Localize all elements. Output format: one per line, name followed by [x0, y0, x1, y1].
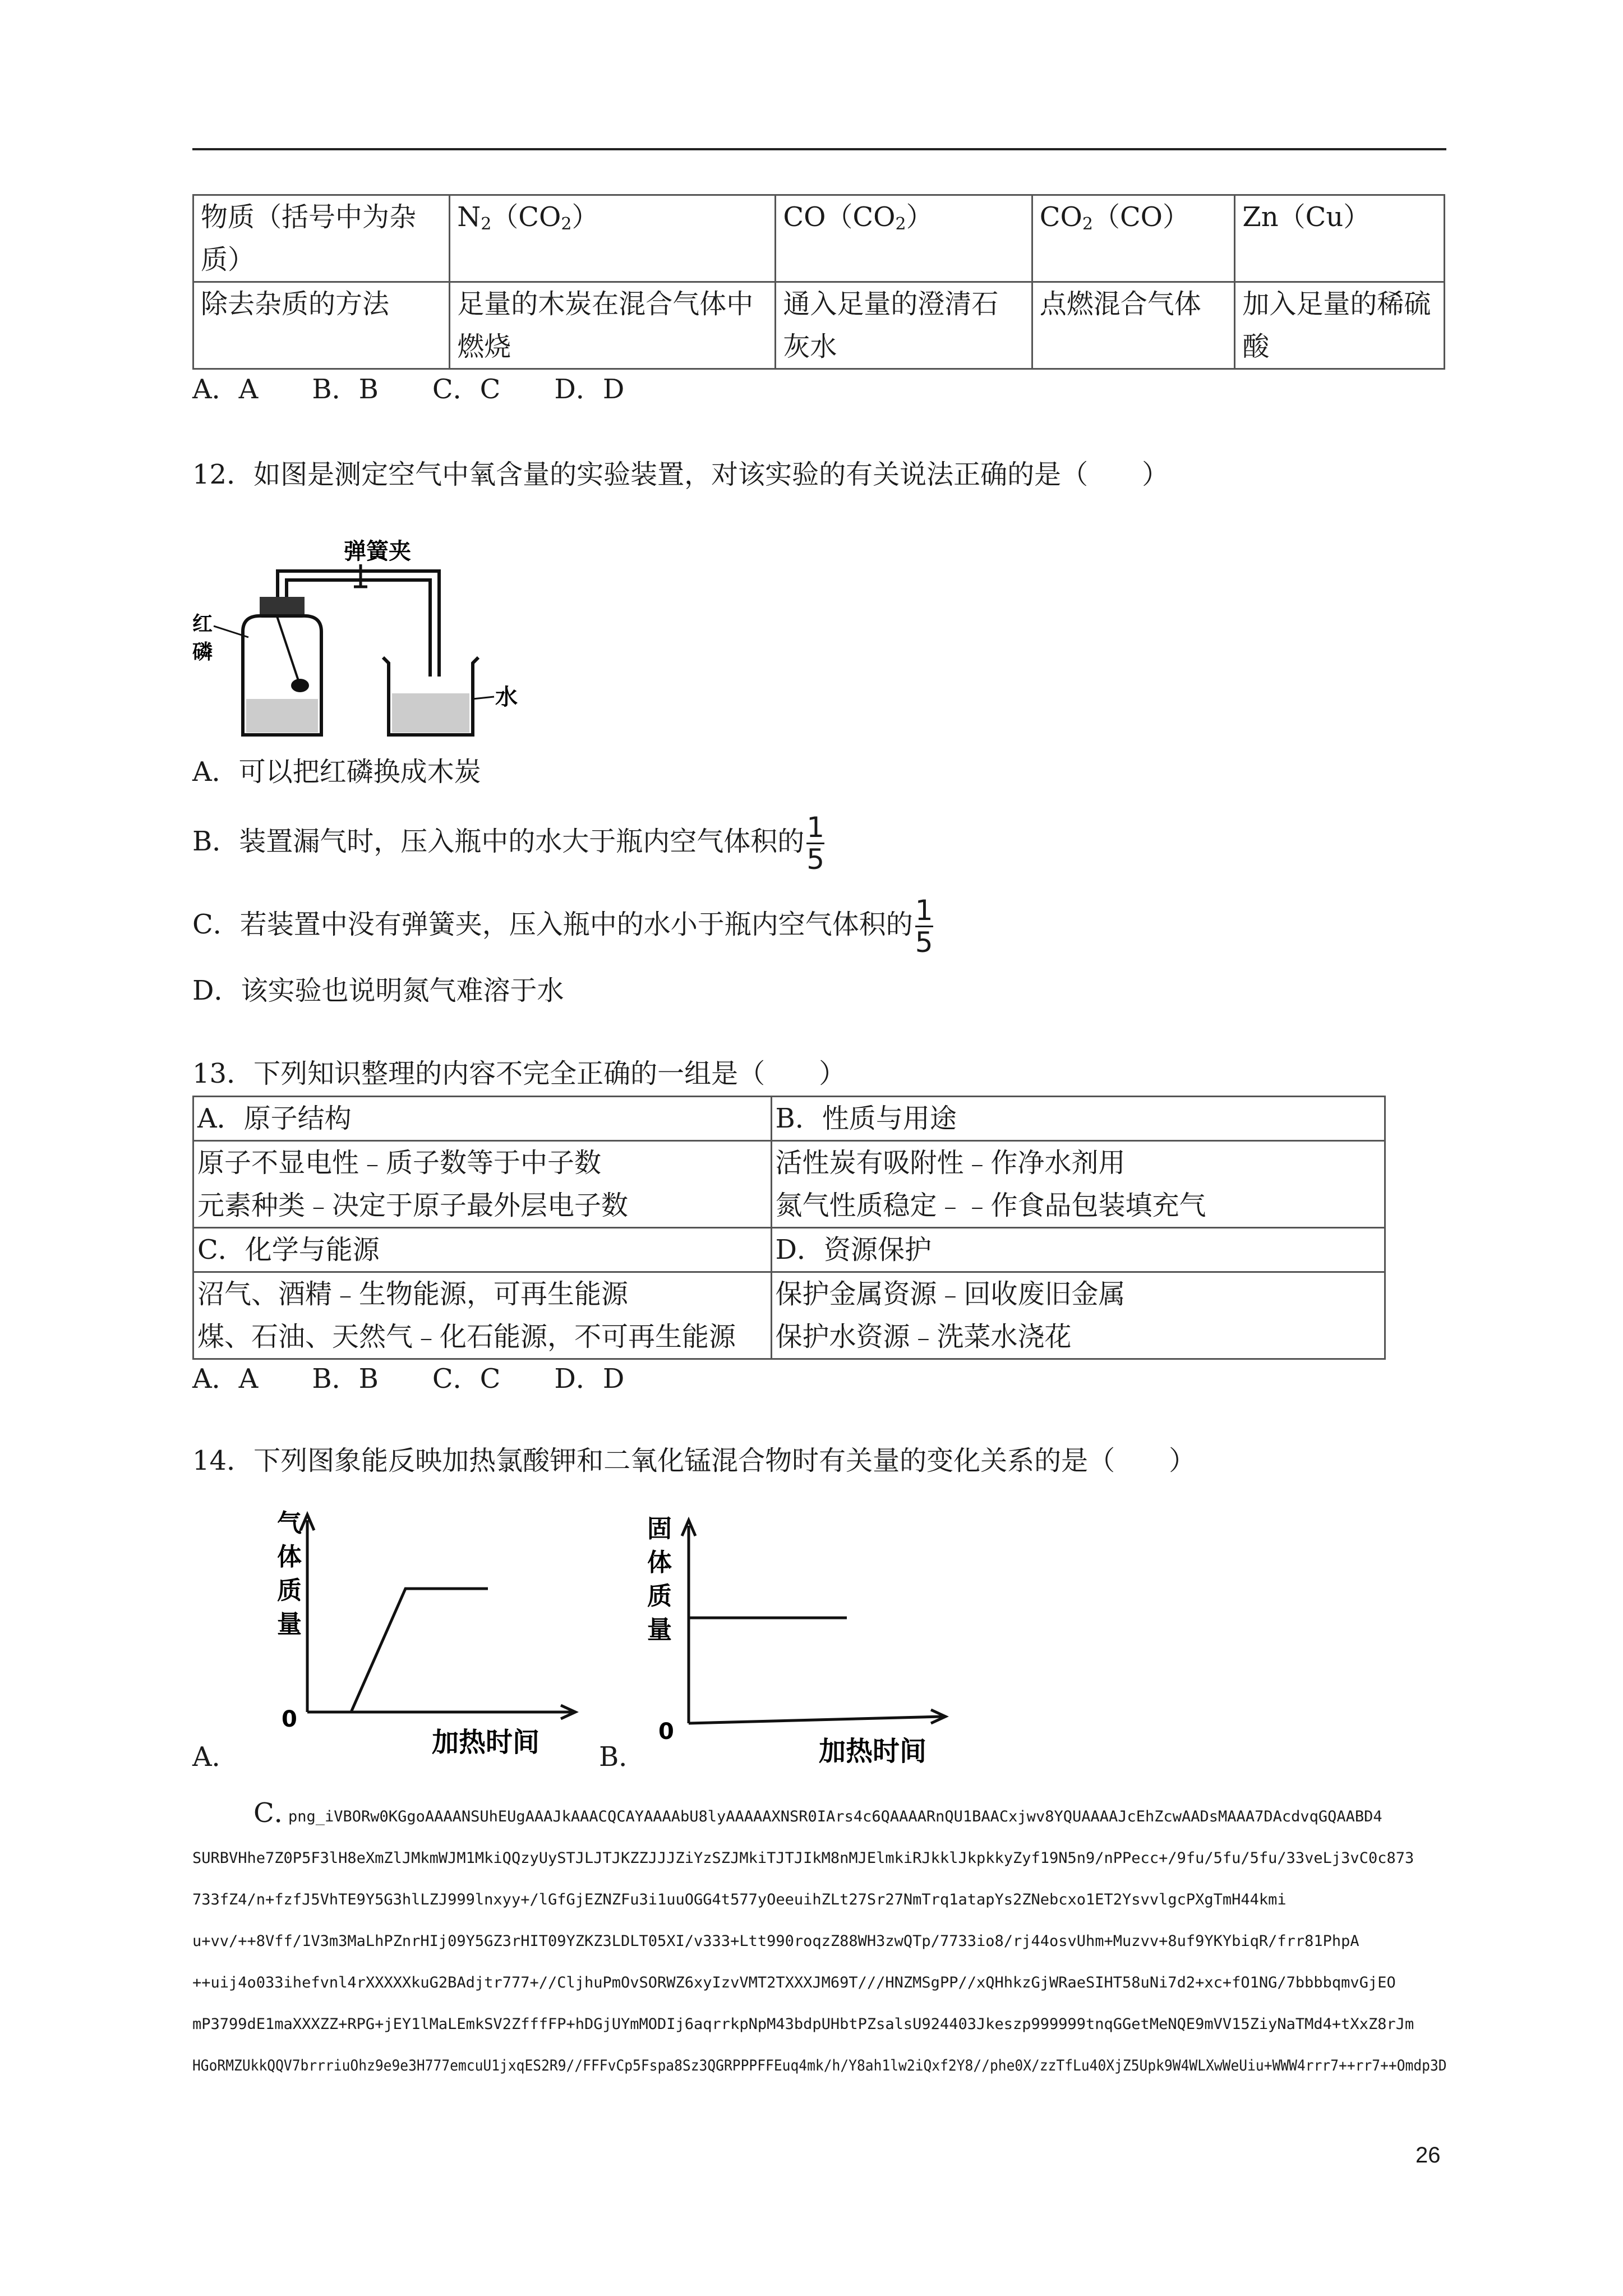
- broken-image-code-line: u+vv/++8Vff/1V3m3MaLhPZnrHIj09Y5GZ3rHIT09YZKZ3LDLT05XI/v333+Ltt990roqzZ88WH3zwQTp/7733io8/rj44osvUhm+Muzvv+8uf9YKYbiqR/frr81PhpA: [192, 1932, 1359, 1950]
- broken-image-code-line: 733fZ4/n+fzfJ5VhTE9Y5G3hlLZJ999lnxyy+/lGfGjEZNZFu3i1uuOGG4t577yOeeuihZLt27Sr27NmTrq1atapYs2ZNebcxo1ET2YsvvlgcPXgTmH44kmi: [192, 1891, 1287, 1908]
- cell-text: B．性质与用途: [775, 1103, 957, 1134]
- y-label-char: 量: [277, 1610, 302, 1639]
- broken-image-code-line: HGoRMZUkkQQV7brrriuOhz9e9e3H777emcuU1jxqES2R9//FFFvCp5Fspa8Sz3QGRPPPFFEuq4mk/h/Y8ah1lw2iQxf2Y8//phe0X/zzTfLu40XjZ5Upk9W4WLXwWeUiu+WWW4rrr7++rr7++Omdp3D: [192, 2057, 1447, 2074]
- subscript: 2: [481, 214, 492, 234]
- table-row: [193, 1272, 1385, 1359]
- table-cell: [450, 282, 776, 369]
- y-label-char: 固: [647, 1515, 672, 1543]
- table-cell: [1032, 195, 1235, 282]
- cell-text: 足量的木炭在混合气体中燃烧: [457, 288, 754, 362]
- graph-a: [269, 1498, 583, 1761]
- broken-image-code-line: mP3799dE1maXXXZZ+RPG+jEY1lMaLEmkSV2ZfffFP+hDGjUYmMODIj6aqrrkpNpM43bdpUHbtPZsalsU924403Jkeszp999999tnqGGetMeNQE9mVV15ZiyNaTMd4+tXxZ8rJm: [192, 2016, 1414, 2033]
- table-cell: [1235, 282, 1445, 369]
- cell-text: 原子不显电性﹣质子数等于中子数: [197, 1147, 602, 1179]
- cell-text: 沼气、酒精﹣生物能源，可再生能源: [197, 1278, 629, 1310]
- fraction-numerator: 1: [915, 894, 933, 927]
- table-cell: [193, 1141, 772, 1228]
- q13-question: 13．下列知识整理的内容不完全正确的一组是（ ）: [192, 1058, 846, 1089]
- table-cell: [1032, 282, 1235, 369]
- q12-option-c: [192, 895, 933, 958]
- cell-text: （CO）: [1092, 201, 1190, 233]
- option-text: B．装置漏气时，压入瓶中的水大于瓶内空气体积的: [192, 826, 805, 857]
- cell-text: 保护金属资源﹣回收废旧金属: [775, 1278, 1126, 1310]
- cell-text: 保护水资源﹣洗菜水浇花: [775, 1321, 1072, 1352]
- fraction-numerator: 1: [806, 811, 825, 844]
- subscript: 2: [1082, 214, 1093, 234]
- broken-image-code-line: ++uij4o033ihefvnl4rXXXXXkuG2BAdjtr777+//CljhuPmOvSORWZ6xyIzvVMT2TXXXJM69T///HNZMSgPP//xQHhkzGjWRaeSIHT58uNi7d2+xc+fO1NG/7bbbbqmvGjEO: [192, 1974, 1396, 1991]
- cell-text: 活性炭有吸附性﹣作净水剂用: [775, 1147, 1126, 1179]
- oxygen-apparatus-diagram: [192, 531, 540, 744]
- cell-text: A．原子结构: [197, 1103, 352, 1134]
- cell-text: CO: [1039, 201, 1082, 233]
- table-cell: [771, 1141, 1385, 1228]
- q12-question: 12．如图是测定空气中氧含量的实验装置，对该实验的有关说法正确的是（ ）: [192, 459, 1169, 490]
- table-cell: [1235, 195, 1445, 282]
- graph-a-label: A．: [192, 1741, 239, 1773]
- q11-options: A．A B．B C．C D．D: [192, 374, 625, 405]
- q12-option-b: [192, 812, 824, 875]
- header-rule: [192, 148, 1446, 150]
- red-label: 红: [192, 613, 213, 636]
- table-cell: [450, 195, 776, 282]
- cell-text: D．资源保护: [775, 1234, 932, 1266]
- y-label-char: 质: [647, 1582, 672, 1611]
- cell-text: C．化学与能源: [197, 1234, 380, 1266]
- cell-text: CO（CO: [783, 201, 896, 233]
- fraction-denominator: 5: [915, 926, 933, 959]
- clamp-label: 弹簧夹: [344, 539, 411, 564]
- table-cell: [776, 282, 1032, 369]
- table-cell: [771, 1097, 1385, 1141]
- knowledge-table: [192, 1096, 1386, 1360]
- stopper: [260, 597, 305, 617]
- series-line: [351, 1589, 488, 1712]
- cell-text: 点燃混合气体: [1039, 288, 1201, 320]
- table-cell: [771, 1228, 1385, 1272]
- table-cell: [193, 282, 450, 369]
- q14-question: 14．下列图象能反映加热氯酸钾和二氧化锰混合物时有关量的变化关系的是（ ）: [192, 1445, 1196, 1476]
- spoon-handle: [276, 615, 299, 682]
- x-axis: [689, 1717, 942, 1723]
- y-label-char: 体: [277, 1543, 302, 1571]
- q12-option-d: D．该实验也说明氮气难溶于水: [192, 975, 564, 1006]
- cell-text: ）: [571, 201, 599, 233]
- impurity-removal-table: [192, 194, 1445, 370]
- fraction-denominator: 5: [806, 843, 825, 876]
- table-cell: [193, 195, 450, 282]
- table-row: [193, 1141, 1385, 1228]
- table-cell: [776, 195, 1032, 282]
- table-cell: [193, 1272, 772, 1359]
- page-number: 26: [1415, 2143, 1441, 2168]
- fraction-one-fifth: [806, 812, 824, 875]
- broken-image-code-line: png_iVBORw0KGgoAAAANSUhEUgAAAJkAAACQCAYAAAAbU8lyAAAAAXNSR0IArs4c6QAAAARnQU1BAACxjwv8YQUAAAAJcEhZcwAADsMAAA7DAcdvqGQAABD4: [288, 1808, 1382, 1825]
- broken-image-code-line: SURBVHhe7Z0P5F3lH8eXmZlJMkmWJM1MkiQQzyUySTJLJTJKZZJJJZiYzSZJMkiTJTJIkM8nMJElmkiRJkklJkpkkyZyf19N5n9/nPPecc+/9fu/5fu/5fu/33veLj3vC0c873: [192, 1849, 1414, 1867]
- cell-text: N: [457, 201, 481, 233]
- water-label: 水: [495, 684, 518, 710]
- option-text: C．若装置中没有弹簧夹，压入瓶中的水小于瓶内空气体积的: [192, 909, 913, 940]
- graph-b-label: B．: [599, 1741, 646, 1773]
- origin-label: 0: [282, 1706, 297, 1732]
- q12-option-a: A．可以把红磷换成木炭: [192, 756, 481, 788]
- y-label-char: 量: [647, 1616, 672, 1644]
- subscript: 2: [895, 214, 906, 234]
- cell-text: （CO: [491, 201, 561, 233]
- y-label-char: 质: [277, 1576, 302, 1605]
- beaker-water: [392, 693, 469, 733]
- cell-text: ）: [906, 201, 933, 233]
- red-phosphorus-icon: [291, 679, 309, 692]
- cell-text: 氮气性质稳定﹣﹣作食品包装填充气: [775, 1190, 1206, 1221]
- cell-text: 通入足量的澄清石灰水: [783, 288, 999, 362]
- bottle-water: [246, 699, 318, 733]
- spring-clamp-icon: [354, 564, 367, 587]
- cell-text: 除去杂质的方法: [201, 288, 390, 320]
- graph-b: [639, 1503, 953, 1767]
- cell-text: 元素种类﹣决定于原子最外层电子数: [197, 1190, 629, 1221]
- table-cell: [771, 1272, 1385, 1359]
- option-c-label: C．: [253, 1797, 301, 1829]
- phosphorus-label: 磷: [192, 641, 213, 664]
- glass-tube-inner: [287, 580, 430, 677]
- x-axis-label: 加热时间: [819, 1736, 927, 1767]
- table-cell: [193, 1097, 772, 1141]
- fraction-one-fifth: [915, 895, 933, 958]
- cell-text: Zn（Cu）: [1242, 201, 1371, 233]
- origin-label: 0: [658, 1719, 674, 1745]
- table-row: [193, 195, 1445, 282]
- table-row: [193, 1097, 1385, 1141]
- table-row: [193, 1228, 1385, 1272]
- cell-text: 煤、石油、天然气﹣化石能源，不可再生能源: [197, 1321, 736, 1352]
- subscript: 2: [561, 214, 572, 234]
- y-label-char: 气: [277, 1509, 302, 1538]
- cell-text: 加入足量的稀硫酸: [1242, 288, 1431, 362]
- cell-text: 物质（括号中为杂质）: [201, 201, 417, 275]
- q13-options: A．A B．B C．C D．D: [192, 1363, 625, 1395]
- table-cell: [193, 1228, 772, 1272]
- table-row: [193, 282, 1445, 369]
- y-label-char: 体: [647, 1548, 672, 1577]
- label-pointer: [473, 697, 494, 699]
- x-axis-label: 加热时间: [432, 1727, 540, 1758]
